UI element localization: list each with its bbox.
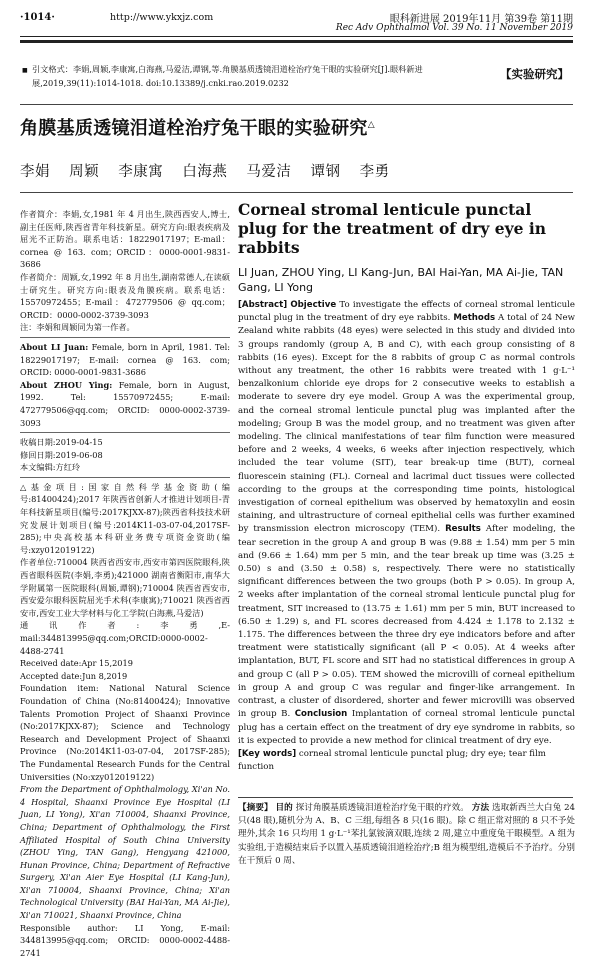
journal-issue-en: Rec Adv Ophthalmol Vol. 39 No. 11 November 2019 <box>335 23 573 33</box>
citation-text: 引文格式：李娟,周颖,李康寓,白海燕,马爱洁,谭钢,等.角膜基质透镜泪道栓治疗兔干眼的实验研究[J].眼科新进展,2019,39(11):1014-1018. doi:10.13389/j.cnki.rao.2019.0232 <box>32 64 423 88</box>
conclusion-label: Conclusion <box>294 709 348 720</box>
results-label: Results <box>445 524 481 535</box>
authors-cn: 李娟 周颖 李康寓 白海燕 马爱洁 谭钢 李勇 <box>20 164 390 180</box>
fund-info: △基金项目:国家自然科学基金资助(编号:81400424);2017 年陕西省创新人才推进计划项目-青年科技新星项目(编号:2017KJXX-87);陕西省科技技术研究发展计划项目(编号:2014K11-03-07-04,2017SF-285);中央高校基本科研业务费专项资金资助(编号:xzy012019122) <box>20 481 230 555</box>
keywords-label: [Key words] <box>238 748 297 759</box>
abstract-en <box>238 299 575 748</box>
results-text: After modeling, the tear secretion in the group A and group B was (9.88 ± 1.54) mm per 5 min and (9.66 ± 1.64) mm per 5 min, and the tear break up time was (3.25 ± 0.50) s and (3.50 ± 0.58) s, respectively. There were no statistically significant differences between the two groups (both P > 0.05). In group A, 2 weeks after implantation of the corneal stromal lenticule punctal plug for treatment, SIT increased to (13.75 ± 1.61) mm per 5 min, BUT increased to (6.50 ± 1.29) s, and FL scores decreased from 4.424 ± 1.178 to 2.132 ± 1.175. The differences between the three dry eye indicators before and after treatment were statistically significant (all P < 0.05). At 4 weeks after implantation, BUT, FL score and SIT had no statistical differences in group A and group C (all P > 0.05). TEM showed the microvilli of corneal epithelium in group A and group C was regular and finger-like arrangement. In contrast, a cluster of disordered, shorter and fewer microvilli was observed in group B. <box>238 524 575 720</box>
abstract-label: [Abstract] <box>238 300 288 310</box>
divider <box>20 432 230 433</box>
foundation-en: Foundation item: National Natural Science Foundation of China (No:81400424); Innovative Talents Promotion Project of Shaanxi Province (No:2017KJXX-87); Science and Technology Research and Development Project of Shaanxi Province (No:2014K11-03-07-04, 2017SF-285); The Fundamental Research Funds for the Central Universities (No:xzy012019122) <box>20 683 230 782</box>
methods-text: A total of 24 New Zealand white rabbits (48 eyes) were selected in this study and divided into 3 groups randomly (group A, B and C), with each group consisting of 8 rabbits (16 eyes). Except for the 8 rabbits of group C as normal controls without any treatment, the other 16 rabbits were treated with 1 g·L⁻¹ benzalkonium chloride eye drops for 2 consecutive weeks to establish a moderate to severe dry eye model. Group A was the experimental group, and the corneal stromal lenticule punctal plug was implanted after the modeling; Group B was the model group, and no treatment was given after modeling. The clinical manifestations of tear film function were measured before and 2 weeks, 4 weeks, 6 weeks after injection respectively, which included the tear volume (SIT), tear break-up time (BUT), corneal fluorescein staining (FL). Corneal and lacrimal duct tissues were collected according to the groups at the corresponding time points, histological investigation of corneal epithelium was observed by hematoxylin and eosin staining, and ultrastructure of corneal epithelial cells was further examined by transmission electron microscopy (TEM). <box>238 313 576 535</box>
cn-abstract-label: 【摘要】 <box>238 803 273 813</box>
author-info-column <box>20 208 230 959</box>
co-first-author-note: 注：李娟和周颖同为第一作者。 <box>20 322 135 333</box>
cn-methods-label: 方法 <box>471 803 490 813</box>
author-info-1: 作者简介：李娟,女,1981 年 4 月出生,陕西西安人,博士,副主任医师,陕西省青年科技新星。研究方向:眼表疾病及屈光不正防治。联系电话：18229017197；E-mail：cornea @ 163. com；ORCID：0000-0001-9831-3686 <box>20 209 230 270</box>
objective-label: Objective <box>290 300 337 310</box>
about-author-1 <box>20 341 230 379</box>
keywords-text: corneal stromal lenticule punctal plug; dry eye; tear film function <box>238 748 546 773</box>
divider <box>20 337 230 338</box>
received-date-en: Received date:Apr 15,2019 <box>20 658 133 669</box>
page-title <box>20 114 375 140</box>
author-info-2: 作者简介：周颖,女,1992 年 8 月出生,湖南常德人,在读硕士研究生。研究方向:眼表及角膜疾病。联系电话：15570972455；E-mail：472779506 @ qq.com；ORCID：0000-0002-3739-3093 <box>20 271 230 320</box>
header-rule-thick <box>20 40 573 43</box>
methods-label: Methods <box>453 313 496 324</box>
revised-date: 修回日期:2019-06-08 <box>20 449 103 460</box>
about-author-2-label: About ZHOU Ying: <box>20 379 113 390</box>
editor: 本文编辑:方红玲 <box>20 462 81 473</box>
keywords-en <box>238 748 575 774</box>
objective-text: To investigate the effects of corneal stromal lenticule punctal plug in the treatment of dry eye rabbits. <box>238 300 576 324</box>
journal-issue-cn: 眼科新进展 2019年11月 第39卷 第11期 <box>389 14 573 25</box>
responsible-author-en: Responsible author: LI Yong, E-mail: 344813995@qq.com; ORCID: 0000-0002-4488-2741 <box>20 922 230 958</box>
title-cn: 角膜基质透镜泪道栓治疗兔干眼的实验研究 <box>20 118 368 139</box>
authors-en: LI Juan, ZHOU Ying, LI Kang-Jun, BAI Hai-Yan, MA Ai-Jie, TAN Gang, LI Yong <box>238 266 564 294</box>
divider <box>20 192 573 193</box>
running-header <box>20 6 573 38</box>
citation-mark-icon: ■ <box>22 67 28 74</box>
affiliations: 作者单位:710004 陕西省西安市,西安市第四医院眼科,陕西省眼科医院(李娟,李勇);421000 湖南省衡阳市,南华大学附属第一医院眼科(周颖,谭钢);710004 陕西省西安市,西安爱尔眼科医院屈光手术科(李康寓);710021 陕西省西安市,西安工业大学材料与化工学院(白海燕,马爱洁) <box>20 557 230 618</box>
about-author-1-label: About LI Juan: <box>20 341 89 352</box>
title-footnote-mark: △ <box>367 120 375 130</box>
about-author-1-text: Female, born in April, 1981. Tel: 18229017197; E-mail: cornea @ 163. com; ORCID: 0000-0001-9831-3686 <box>20 341 230 378</box>
divider <box>20 104 573 105</box>
cn-objective-text: 探讨角膜基质透镜泪道栓治疗兔干眼的疗效。 <box>295 803 469 813</box>
title-en: Corneal stromal lenticule punctal plug for the treatment of dry eye in rabbits <box>238 200 547 257</box>
english-abstract-column <box>238 200 575 774</box>
header-rule-thin <box>20 36 573 37</box>
cn-objective-label: 目的 <box>275 803 293 813</box>
journal-url[interactable]: http://www.ykxjz.com <box>110 12 214 23</box>
section-tag: 【实验研究】 <box>500 67 569 81</box>
divider <box>238 797 573 798</box>
affiliations-en: From the Department of Ophthalmology, Xi'an No. 4 Hospital, Shaanxi Province Eye Hospital (LI Juan, LI Yong), Xi'an 710004, Shaanxi Province, China; Department of Ophthalmology, the First Affiliated Hospital of South China University (ZHOU Ying, TAN Gang), Hengyang 421000, Hunan Province, China; Department of Refractive Surgery, Xi'an Aier Eye Hospital (LI Kang-Jun), Xi'an 710004, Shaanxi Province, China; Xi'an Technological University (BAI Hai-Yan, MA Ai-Jie), Xi'an 710021, Shaanxi Province, China <box>20 784 230 921</box>
about-author-2 <box>20 379 230 429</box>
cn-methods-text: 选取新西兰大白兔 24 只(48 眼),随机分为 A、B、C 三组,每组各 8 只(16 眼)。除 C 组正常对照的 8 只不予处理外,其余 16 只均用 1 g·L⁻¹苯扎氯铵滴双眼,连续 2 周,建立中重度兔干眼模型。A 组为实验组,于造模结束后予以置入基质透镜泪道栓治疗;B 组为模型组,造模后不予治疗。分别在干预后 0 周、 <box>238 803 576 866</box>
received-date: 收稿日期:2019-04-15 <box>20 437 103 448</box>
corresponding-author: 通讯作者:李勇,E-mail:344813995@qq.com;ORCID:0000-0002-4488-2741 <box>20 620 230 656</box>
abstract-cn <box>238 802 575 868</box>
accepted-date-en: Accepted date:Jun 8,2019 <box>20 670 128 681</box>
about-author-2-text: Female, born in August, 1992. Tel: 15570972455; E-mail: 472779506@qq.com; ORCID: 0000-0002-3739-3093 <box>20 379 230 428</box>
citation-format <box>20 62 480 90</box>
conclusion-text: Implantation of corneal stromal lenticule punctal plug has a certain effect on the treatment of dry eye syndrome in rabbits, so it is expected to provide a new method for clinical treatment of dry eye. <box>238 709 575 746</box>
page-number: ·1014· <box>20 12 55 23</box>
divider <box>20 477 230 478</box>
